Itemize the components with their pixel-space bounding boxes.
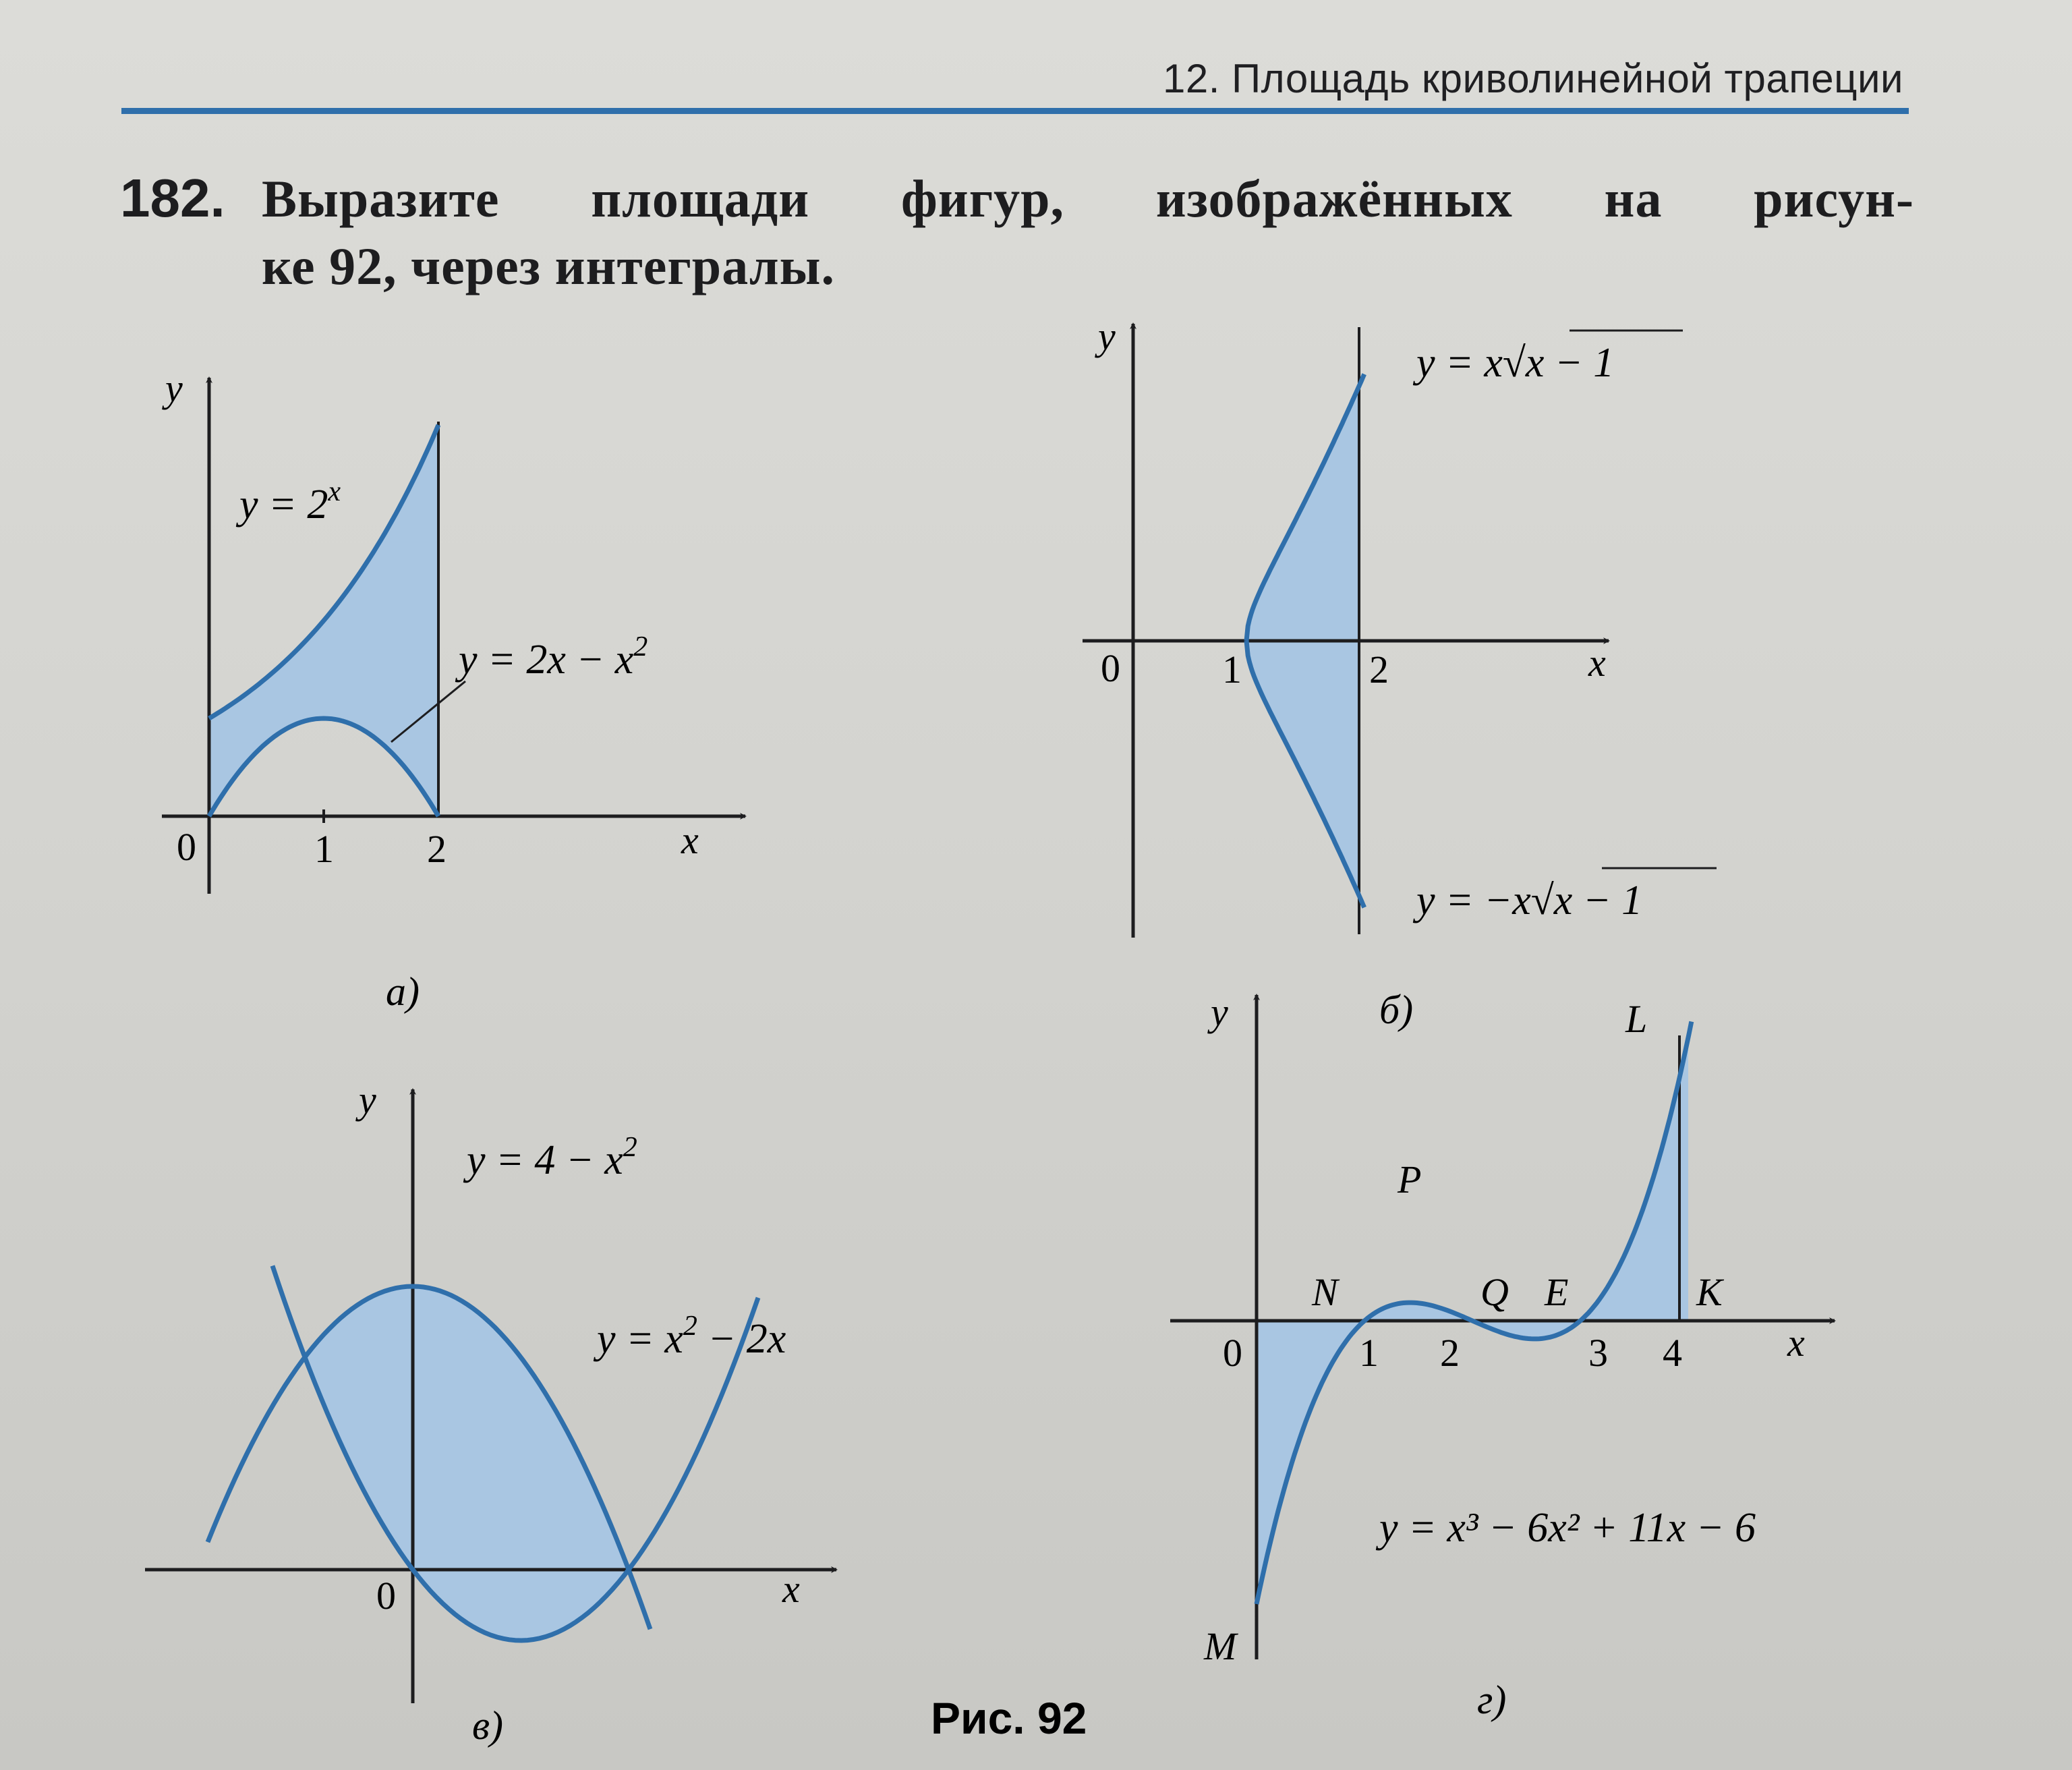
panel-g-tick-2: 2: [1440, 1331, 1460, 1375]
panel-g-point-M: M: [1204, 1624, 1237, 1668]
panel-v-curve2-label: $y = x^2 - 2x$: [597, 1311, 786, 1362]
panel-g-tick-1: 1: [1359, 1331, 1379, 1375]
panel-g-tick-3: 3: [1588, 1331, 1608, 1375]
panel-b-tick-2: 2: [1369, 648, 1389, 691]
panel-b-upper-label: y = x√x − 1: [1416, 340, 1615, 386]
panel-b-origin: 0: [1101, 646, 1120, 690]
panel-g-curve-label: y = x³ − 6x² + 11x − 6: [1379, 1505, 1756, 1551]
panel-v: [145, 1078, 836, 1748]
panel-g-point-P: P: [1398, 1158, 1422, 1201]
panel-v-origin: 0: [376, 1574, 396, 1618]
panel-b-lower-label: y = −x√x − 1: [1416, 878, 1643, 923]
panel-g-point-K: K: [1696, 1270, 1723, 1314]
panel-g-x-label: x: [1787, 1321, 1805, 1365]
panel-a-x-label: x: [681, 818, 699, 862]
panel-v-curve1-label: $y = 4 - x^2$: [467, 1132, 637, 1183]
figure-caption: Рис. 92: [931, 1693, 1087, 1743]
task-number: 182.: [120, 168, 225, 228]
panel-b-y-label: y: [1098, 314, 1116, 358]
panel-a-curve1-label: $y = 2^x$: [239, 476, 341, 527]
panel-a: [162, 366, 745, 1014]
panel-a-curve2-label: $y = 2x - x^2$: [459, 631, 648, 683]
panel-g-y-label: y: [1211, 990, 1228, 1034]
panel-b-x-label: x: [1588, 641, 1606, 685]
panel-v-x-label: x: [782, 1567, 800, 1611]
task-text-line-2: ке 92, через интегралы.: [262, 237, 836, 295]
running-head: 12. Площадь криволинейной трапеции: [1162, 56, 1903, 101]
panel-a-caption: а): [386, 969, 420, 1014]
panel-g-point-N: N: [1312, 1270, 1338, 1314]
panel-g-point-Q: Q: [1480, 1270, 1509, 1314]
panel-g: [1170, 990, 1835, 1722]
panel-b-tick-1: 1: [1222, 648, 1242, 691]
panel-b: [1083, 314, 1717, 1032]
panel-v-caption: в): [472, 1703, 504, 1748]
panel-a-origin: 0: [177, 825, 196, 869]
panel-a-tick-1: 1: [314, 827, 334, 871]
panel-v-y-label: y: [359, 1078, 376, 1122]
panel-b-caption: б): [1379, 988, 1414, 1032]
panel-a-y-label: y: [165, 366, 183, 410]
panel-v-shaded-region: [305, 1286, 629, 1640]
panel-g-caption: г): [1477, 1678, 1507, 1722]
panel-g-tick-4: 4: [1663, 1331, 1682, 1375]
panel-g-point-L: L: [1625, 997, 1648, 1041]
panel-g-origin: 0: [1223, 1331, 1242, 1375]
panel-g-point-E: E: [1545, 1270, 1569, 1314]
panel-a-tick-2: 2: [427, 827, 447, 871]
task-text-line-1: Выразите площади фигур, изображённых на рисун-: [262, 169, 1914, 228]
